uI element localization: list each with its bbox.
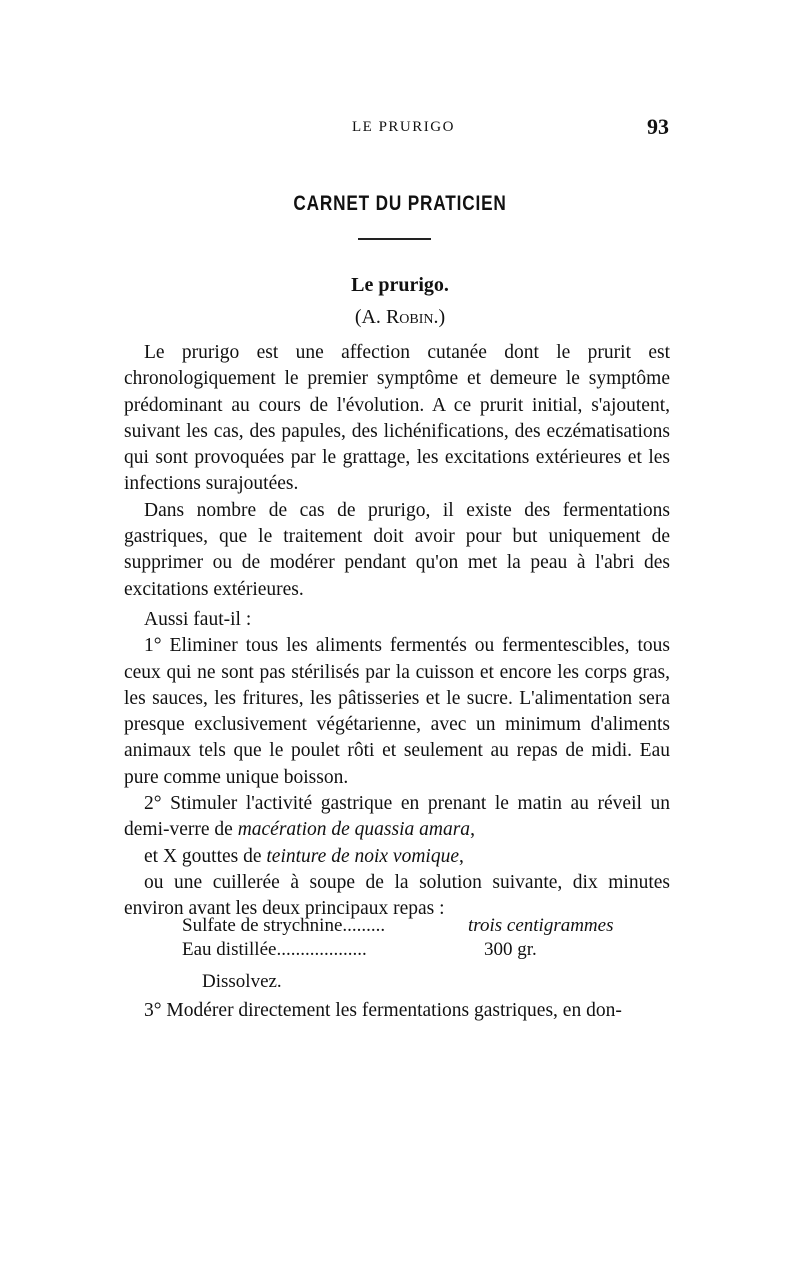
paragraph-aussi: Aussi faut-il : xyxy=(144,608,252,630)
article-body xyxy=(124,340,670,923)
ingredient-name: Sulfate de strychnine......... xyxy=(182,915,386,936)
paragraph-step-2 xyxy=(124,791,670,844)
author-name: Robin xyxy=(385,306,434,328)
section-title: CARNET DU PRATICIEN xyxy=(293,192,507,215)
gouttes-end: , xyxy=(458,845,464,867)
step-2-remedy: macération de quassia amara xyxy=(237,819,471,841)
paragraph-intro: Le prurigo est une affection cutanée dont le prurit est chronologiquement le premier symptôme et demeure le symptôme prédominant au cours de l'évolution. A ce prurit initial, s'ajoutent, suivant les cas, des papules, des lichénifications, des eczématisations qui sont provoquées par le grattage, les excitations extérieures et les infections surajoutées. xyxy=(124,342,670,495)
article-title: Le prurigo. xyxy=(351,274,449,296)
author-open: (A. xyxy=(354,306,386,328)
formula-line xyxy=(182,938,652,962)
running-head-title: LE PRURIGO xyxy=(352,119,455,135)
formula-instruction: Dissolvez. xyxy=(202,971,282,992)
ingredient-amount: 300 gr. xyxy=(484,939,537,960)
step-2-end: , xyxy=(470,819,475,841)
paragraph-solution: ou une cuillerée à soupe de la solution suivante, dix minutes environ avant les deux principaux repas : xyxy=(124,871,670,920)
paragraph-step-1: 1° Eliminer tous les aliments fermentés ou fermentescibles, tous ceux qui ne sont pas stérilisés par la cuisson et encore les corps gras, les sauces, les fritures, les pâtisseries et le sucre. L'alimentation sera presque exclusivement végétarienne, avec un minimum d'aliments animaux tels que le poulet rôti et seulement au repas de midi. Eau pure comme unique boisson. xyxy=(124,635,670,788)
running-head xyxy=(0,116,800,140)
paragraph-step-3: 3° Modérer directement les fermentations gastriques, en don- xyxy=(144,1000,622,1021)
gouttes-text: et X gouttes de xyxy=(144,845,267,867)
page-number: 93 xyxy=(647,114,669,139)
ingredient-name: Eau distillée................... xyxy=(182,939,367,960)
ingredient-amount: trois centigrammes xyxy=(468,915,614,936)
paragraph-gouttes xyxy=(124,844,670,870)
article-author xyxy=(0,306,800,329)
prescription-formula xyxy=(182,914,652,994)
author-close: .) xyxy=(433,306,446,328)
paragraph-fermentations: Dans nombre de cas de prurigo, il existe des fermentations gastriques, que le traitement doit avoir pour but uniquement de supprimer ou de modérer pendant qu'on met la peau à l'abri des excitations extérieures. xyxy=(124,499,670,600)
formula-line xyxy=(182,914,652,938)
step-2-text: 2° Stimuler l'activité gastrique en prenant le matin au réveil un demi-verre de xyxy=(124,793,670,841)
title-rule xyxy=(358,238,431,240)
gouttes-remedy: teinture de noix vomique xyxy=(266,845,459,867)
